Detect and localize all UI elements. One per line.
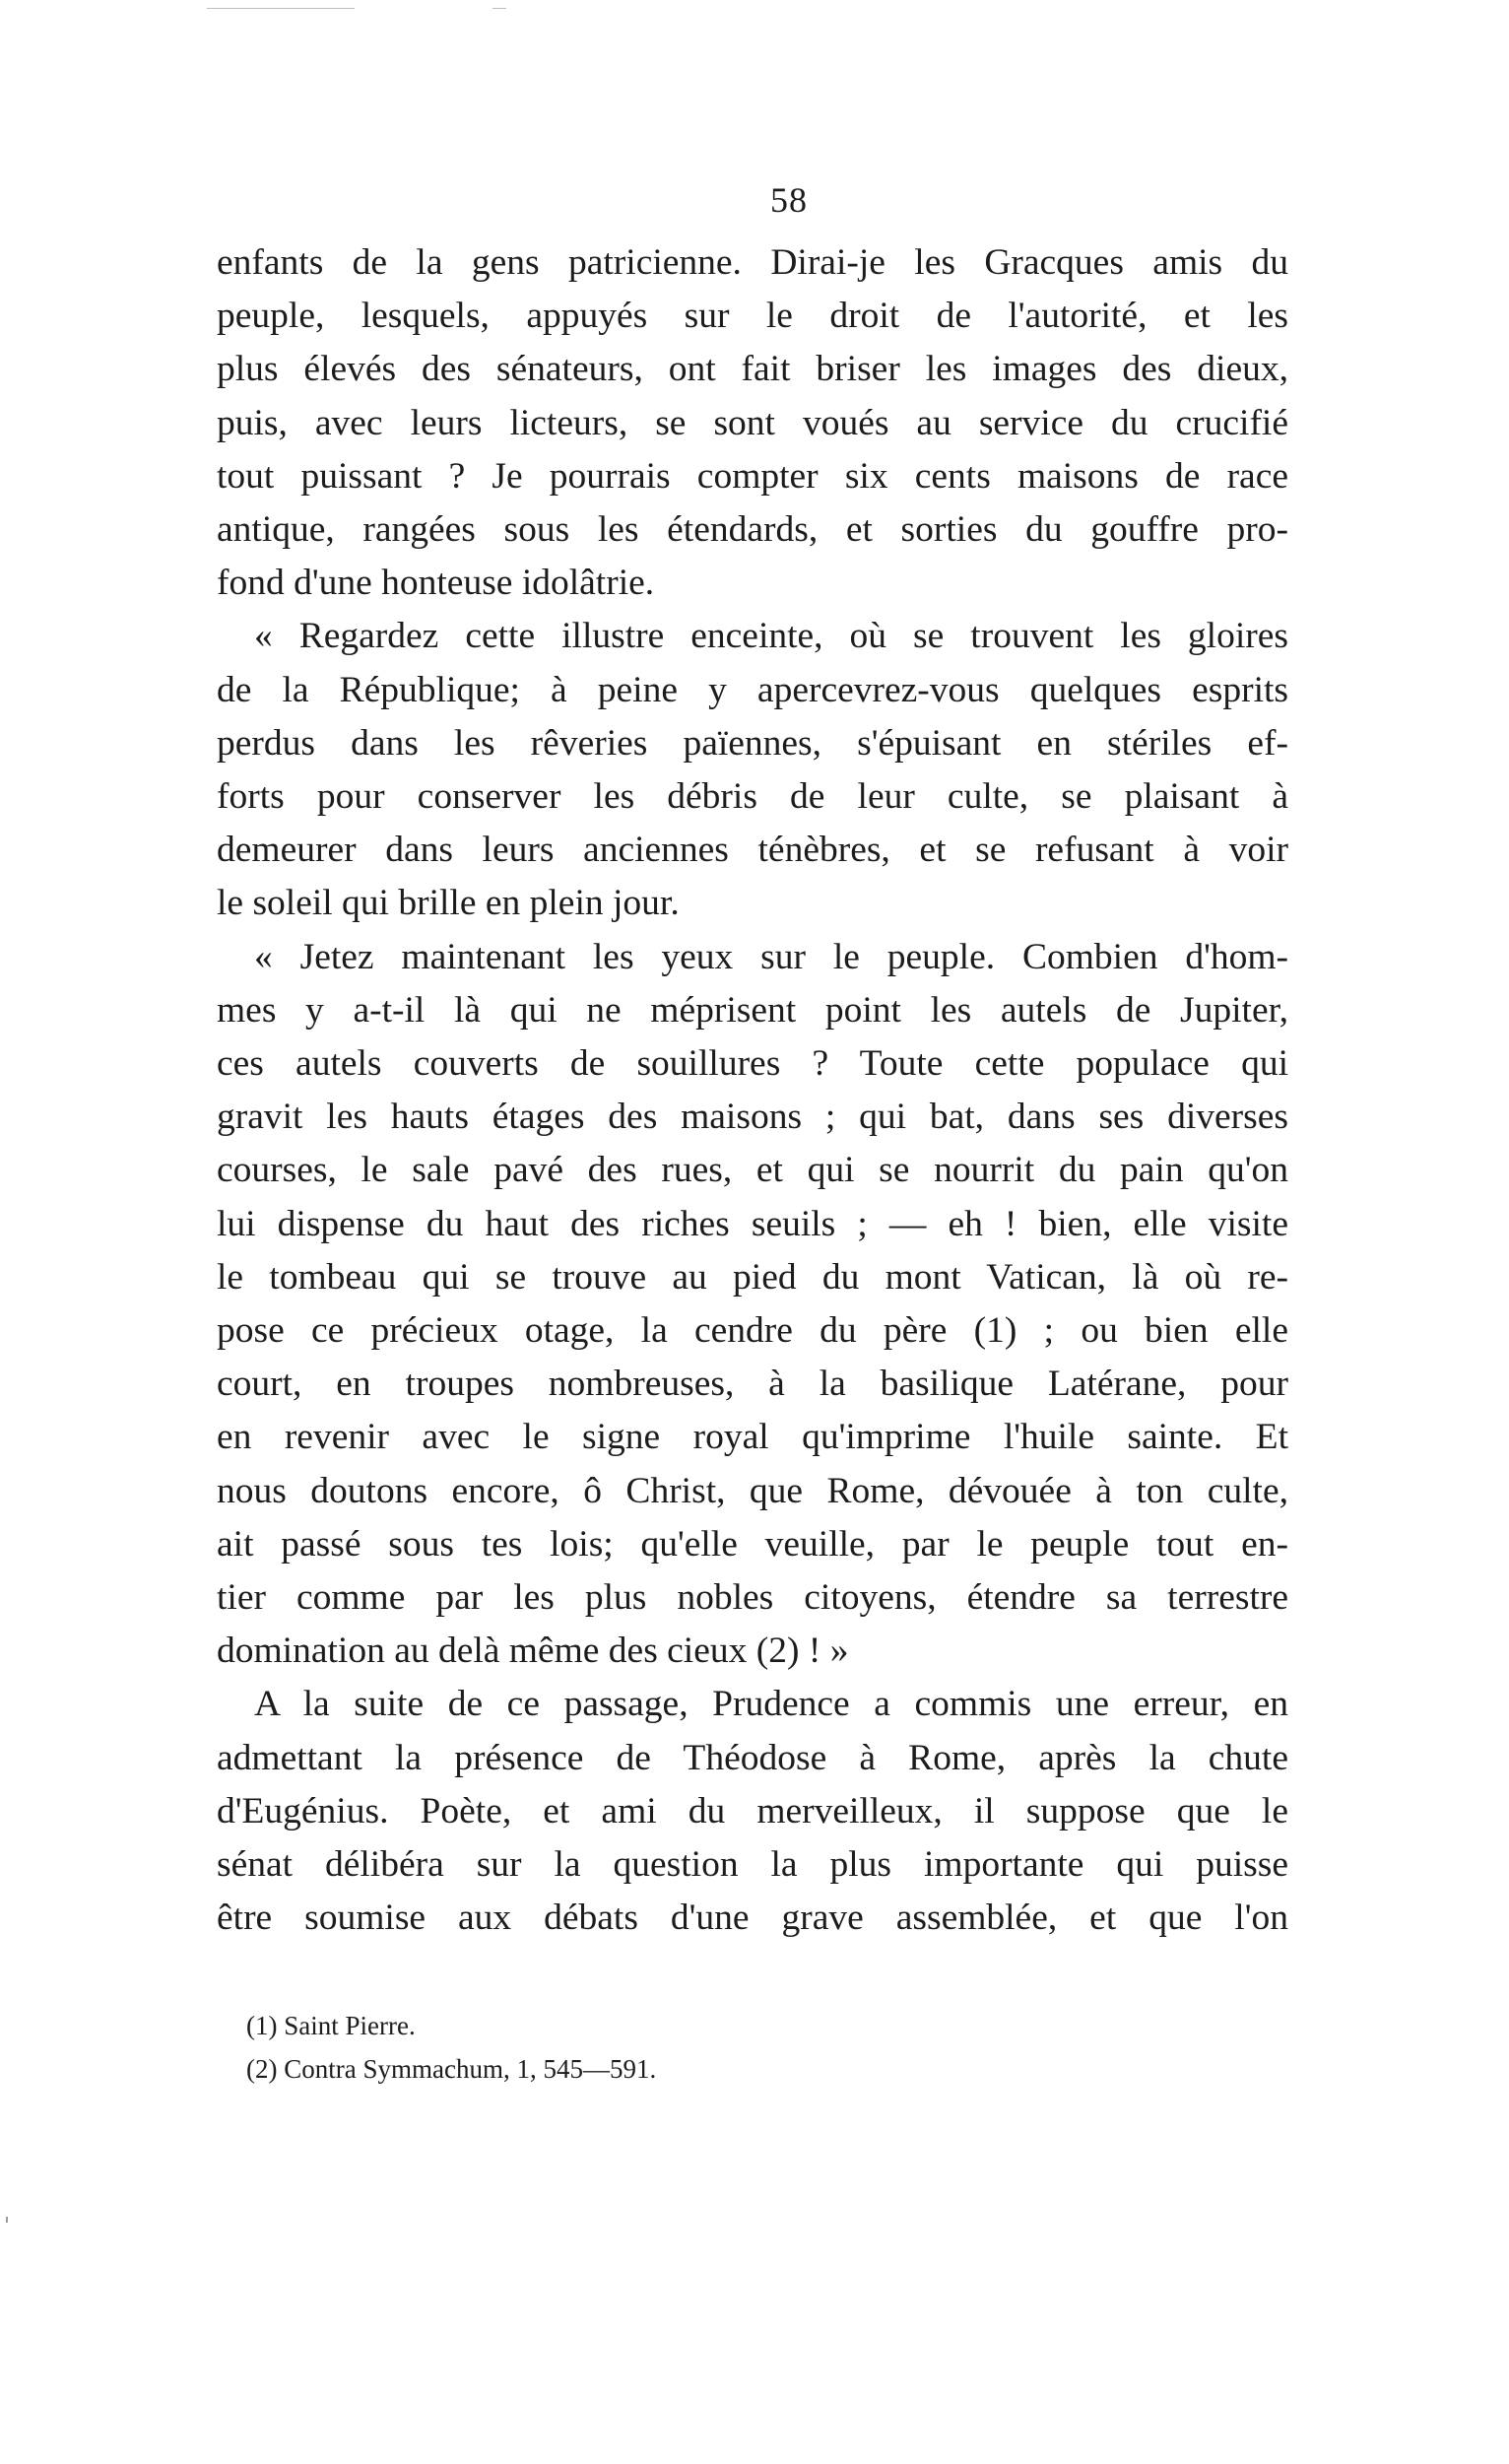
footnotes [246,2004,656,2091]
text-line: le tombeau qui se trouve au pied du mont Vatican, là où re- [217,1256,1288,1298]
text-line: admettant la présence de Théodose à Rome, après la chute [217,1737,1288,1778]
body-text [217,236,1288,1946]
text-line: « Regardez cette illustre enceinte, où se trouvent les gloires [254,616,1288,657]
page-number: 58 [770,180,808,220]
scan-edge-mark [207,8,355,9]
footnote: (1) Saint Pierre. [246,2011,416,2040]
text-line: être soumise aux débats d'une grave assemblée, et que l'on [217,1898,1288,1939]
text-line: de la République; à peine y apercevrez-vous quelques esprits [217,669,1288,710]
text-line: antique, rangées sous les étendards, et sorties du gouffre pro- [217,509,1288,551]
text-line: le soleil qui brille en plein jour. [217,883,680,924]
text-line: sénat délibéra sur la question la plus importante qui puisse [217,1844,1288,1886]
footnote: (2) Contra Symmachum, 1, 545—591. [246,2054,657,2084]
text-line: demeurer dans leurs anciennes ténèbres, et se refusant à voir [217,830,1288,871]
text-line: tout puissant ? Je pourrais compter six cents maisons de race [217,455,1288,497]
text-line: perdus dans les rêveries païennes, s'épuisant en stériles ef- [217,722,1288,764]
text-line: mes y a-t-il là qui ne méprisent point les autels de Jupiter, [217,989,1288,1031]
text-line: puis, avec leurs licteurs, se sont voués au service du crucifié [217,402,1288,443]
text-line: ait passé sous tes lois; qu'elle veuille, par le peuple tout en- [217,1523,1288,1565]
text-line: peuple, lesquels, appuyés sur le droit de l'autorité, et les [217,296,1288,337]
text-line: plus élevés des sénateurs, ont fait briser les images des dieux, [217,349,1288,390]
text-line: d'Eugénius. Poète, et ami du merveilleux, il suppose que le [217,1790,1288,1831]
text-line: lui dispense du haut des riches seuils ; — eh ! bien, elle visite [217,1203,1288,1244]
text-line: gravit les hauts étages des maisons ; qui bat, dans ses diverses [217,1097,1288,1138]
text-line: court, en troupes nombreuses, à la basilique Latérane, pour [217,1364,1288,1405]
text-line: fond d'une honteuse idolâtrie. [217,563,655,604]
text-line: domination au delà même des cieux (2) ! » [217,1631,849,1672]
text-line: forts pour conserver les débris de leur culte, se plaisant à [217,776,1288,818]
text-line: pose ce précieux otage, la cendre du père (1) ; ou bien elle [217,1310,1288,1352]
scan-edge-mark [492,8,506,9]
text-line: nous doutons encore, ô Christ, que Rome, dévouée à ton culte, [217,1470,1288,1511]
text-line: courses, le sale pavé des rues, et qui se nourrit du pain qu'on [217,1150,1288,1191]
text-line: ces autels couverts de souillures ? Toute cette populace qui [217,1043,1288,1085]
text-line: A la suite de ce passage, Prudence a commis une erreur, en [254,1684,1288,1725]
text-line: enfants de la gens patricienne. Dirai-je les Gracques amis du [217,242,1288,283]
scan-edge-mark [6,2217,8,2223]
text-line: tier comme par les plus nobles citoyens, étendre sa terrestre [217,1577,1288,1619]
text-line: en revenir avec le signe royal qu'imprime l'huile sainte. Et [217,1417,1288,1458]
text-line: « Jetez maintenant les yeux sur le peuple. Combien d'hom- [254,936,1288,977]
